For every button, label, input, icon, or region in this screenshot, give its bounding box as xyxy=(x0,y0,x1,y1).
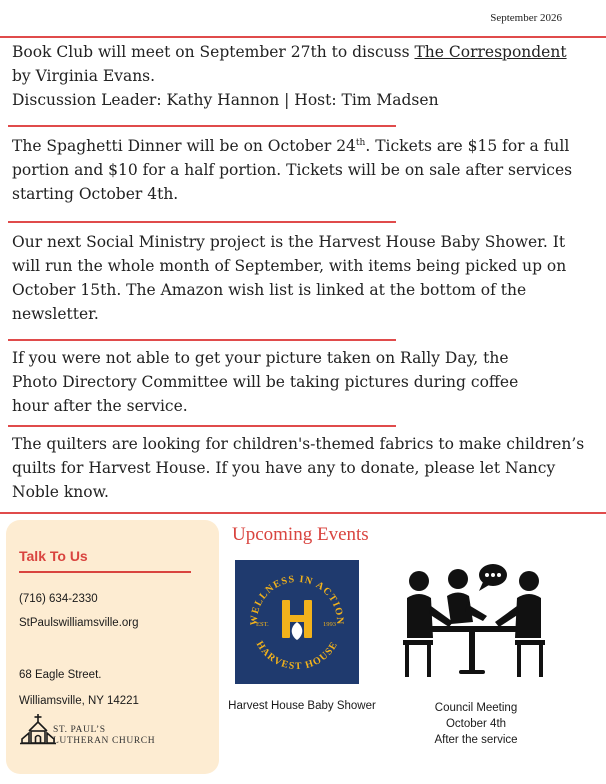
harvest-house-logo xyxy=(235,560,359,684)
logo-top-text: WELLNESS IN ACTION xyxy=(248,573,346,626)
book-title: The Correspondent xyxy=(414,43,567,61)
photo-directory-section xyxy=(12,346,598,418)
photo-directory-line1: If you were not able to get your picture taken on Rally Day, the xyxy=(12,349,509,367)
contact-title: Talk To Us xyxy=(19,548,88,564)
contact-address-street: 68 Eagle Street. xyxy=(19,669,102,681)
spaghetti-text-pre: The Spaghetti Dinner will be on October 24 xyxy=(12,137,356,155)
divider-3 xyxy=(8,339,396,341)
contact-title-underline xyxy=(19,571,191,573)
meeting-icon xyxy=(403,560,545,692)
contact-address-city: Williamsville, NY 14221 xyxy=(19,695,139,707)
book-club-author: by Virginia Evans. xyxy=(12,67,156,85)
contact-panel xyxy=(6,520,219,774)
council-meeting-title: Council Meeting xyxy=(434,702,518,714)
council-meeting-date: October 4th xyxy=(445,718,507,730)
spaghetti-sup: th xyxy=(355,137,366,148)
book-club-section xyxy=(12,40,598,112)
divider-bottom xyxy=(0,512,606,514)
divider-4 xyxy=(8,425,396,427)
event-council-meeting-caption xyxy=(396,700,556,748)
church-name-line1: ST. PAUL’S xyxy=(53,725,106,735)
book-club-leaders: Discussion Leader: Kathy Hannon | Host: Tim Madsen xyxy=(12,91,439,109)
social-ministry-section xyxy=(12,230,598,326)
logo-bottom-text: HARVEST HOUSE xyxy=(253,639,341,673)
upcoming-events-title: Upcoming Events xyxy=(232,524,369,545)
quilters-text: The quilters are looking for children's-themed fabrics to make children’s quilts for Harvest House. If you have any to donate, please let Nancy Noble know. xyxy=(12,435,585,501)
divider-1 xyxy=(8,125,396,127)
social-ministry-text: Our next Social Ministry project is the Harvest House Baby Shower. It will run the whole month of September, with items being picked up on October 15th. The Amazon wish list is linked at the bottom of the newsletter. xyxy=(12,233,567,323)
logo-year: 1993 xyxy=(323,621,336,628)
church-name-line2: LUTHERAN CHURCH xyxy=(53,736,156,746)
photo-directory-line2: Photo Directory Committee will be taking pictures during coffee xyxy=(12,373,519,391)
event-baby-shower-caption: Harvest House Baby Shower xyxy=(228,700,376,712)
quilters-section xyxy=(12,432,598,504)
spaghetti-text-post: . Tickets are $15 for a full portion and $10 for a half portion. Tickets will be on sale after services starting October 4th. xyxy=(12,137,573,203)
church-name xyxy=(53,725,155,747)
newsletter-date: September 2026 xyxy=(490,12,562,24)
divider-top xyxy=(0,36,606,38)
spaghetti-dinner-section xyxy=(12,134,598,206)
contact-phone[interactable]: (716) 634-2330 xyxy=(19,593,98,605)
logo-est: EST. xyxy=(256,621,269,628)
photo-directory-line3: hour after the service. xyxy=(12,397,188,415)
contact-website-link[interactable]: StPaulswilliamsville.org xyxy=(19,617,139,629)
council-meeting-time: After the service xyxy=(434,734,518,746)
book-club-text: Book Club will meet on September 27th to discuss xyxy=(12,43,415,61)
divider-2 xyxy=(8,221,396,223)
